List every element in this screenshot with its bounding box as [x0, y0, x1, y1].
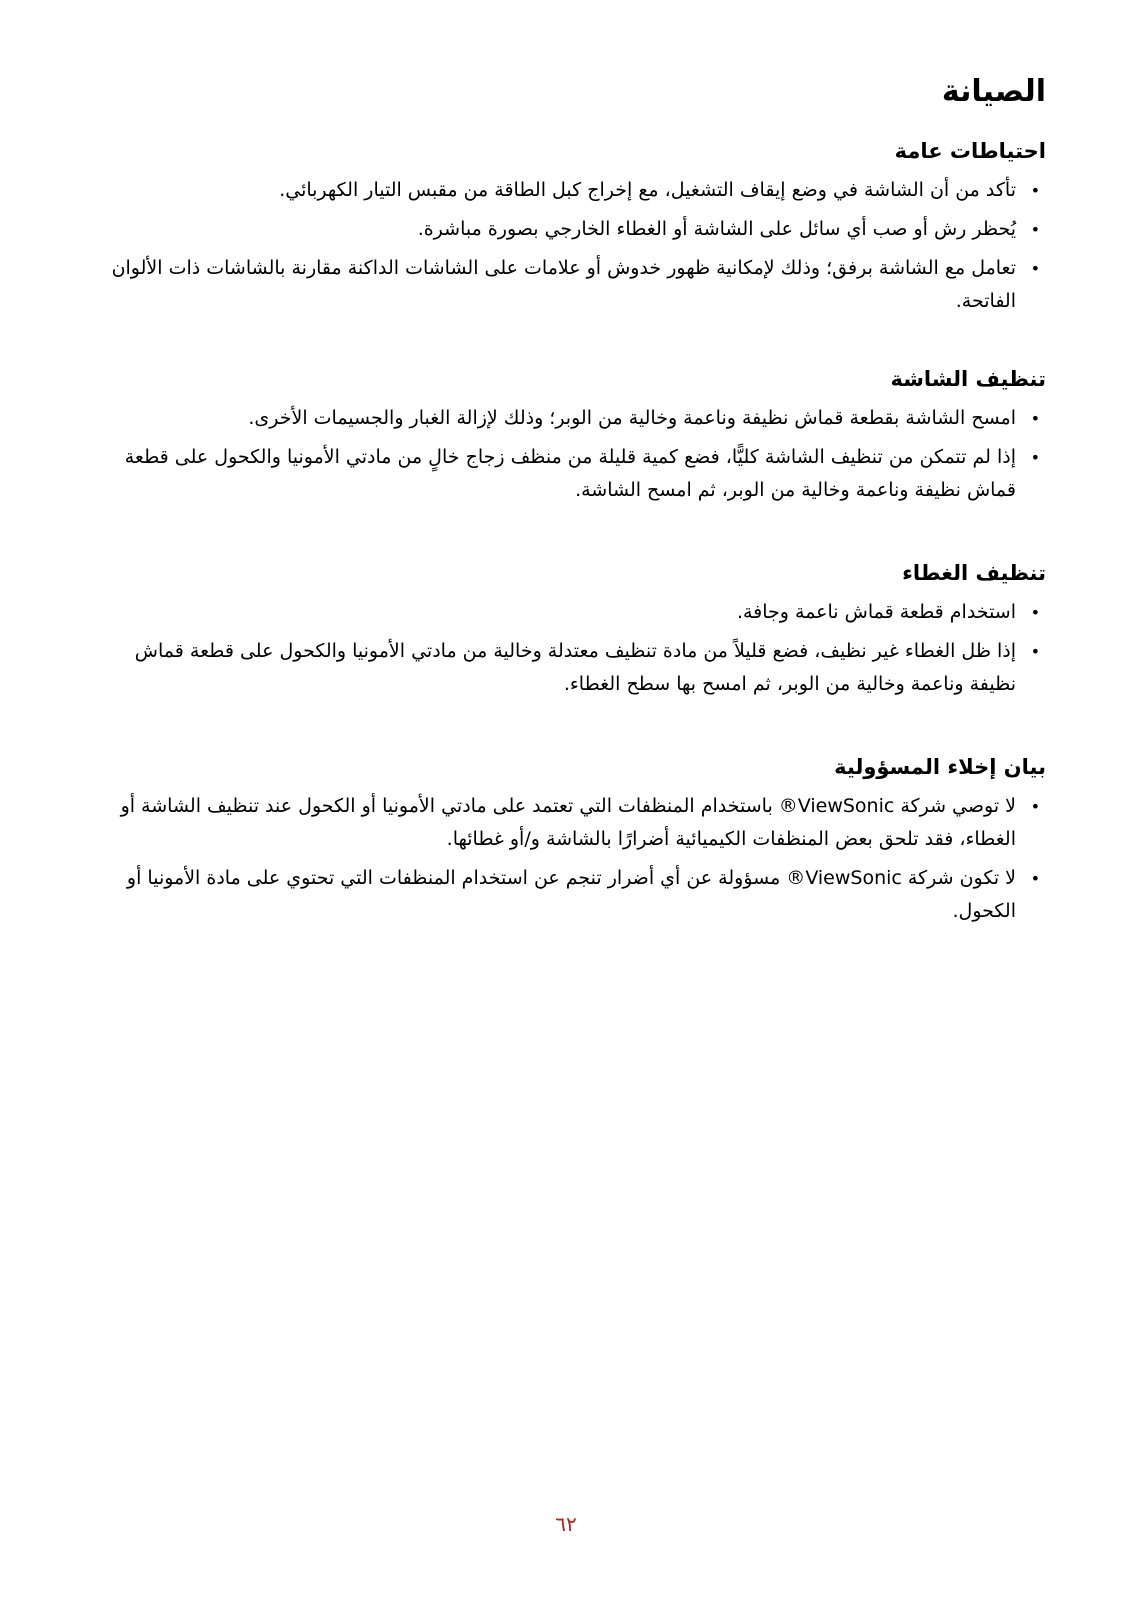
list-item-text: استخدام قطعة قماش ناعمة وجافة. [736, 601, 1016, 623]
bullet-icon: • [1030, 259, 1040, 278]
bullet-icon: • [1030, 797, 1040, 816]
list-item-text: لا تكون شركة ViewSonic® مسؤولة عن أي أضرار تنجم عن استخدام المنظفات التي تحتوي على مادة الأمونيا أو الكحول. [126, 867, 1016, 922]
section-heading: احتياطات عامة [894, 139, 1046, 163]
bullet-icon: • [1030, 181, 1040, 200]
bullet-list [86, 402, 1046, 507]
section-disclaimer [86, 752, 1046, 934]
bullet-icon: • [1030, 642, 1040, 661]
section-heading: تنظيف الغطاء [902, 561, 1046, 585]
list-item-text: امسح الشاشة بقطعة قماش نظيفة وناعمة وخالية من الوبر؛ وذلك لإزالة الغبار والجسيمات الأخرى. [248, 407, 1016, 429]
list-item [86, 790, 1046, 856]
list-item-text: يُحظر رش أو صب أي سائل على الشاشة أو الغطاء الخارجي بصورة مباشرة. [417, 218, 1016, 240]
list-item [86, 213, 1046, 246]
bullet-list [86, 174, 1046, 318]
list-item [86, 402, 1046, 435]
list-item [86, 252, 1046, 318]
list-item [86, 596, 1046, 629]
section-cleaning-case [86, 558, 1046, 707]
bullet-icon: • [1030, 448, 1040, 467]
list-item-text: إذا ظل الغطاء غير نظيف، فضع قليلاً من مادة تنظيف معتدلة وخالية من مادتي الأمونيا والكحول على قطعة قماش نظيفة وناعمة وخالية من الوبر، ثم امسح بها سطح الغطاء. [134, 640, 1016, 695]
bullet-icon: • [1030, 869, 1040, 888]
list-item [86, 441, 1046, 507]
bullet-icon: • [1030, 409, 1040, 428]
list-item-text: تعامل مع الشاشة برفق؛ وذلك لإمكانية ظهور خدوش أو علامات على الشاشات الداكنة مقارنة بالشاشات ذات الألوان الفاتحة. [111, 257, 1016, 312]
section-heading: تنظيف الشاشة [890, 367, 1046, 391]
section-cleaning-screen [86, 364, 1046, 513]
page-number: ٦٢ [555, 1512, 577, 1536]
bullet-icon: • [1030, 220, 1040, 239]
list-item [86, 174, 1046, 207]
list-item-text: لا توصي شركة ViewSonic® باستخدام المنظفات التي تعتمد على مادتي الأمونيا أو الكحول عند تنظيف الشاشة أو الغطاء، فقد تلحق بعض المنظفات الكيميائية أضرارًا بالشاشة و/أو غطائها. [120, 795, 1016, 850]
bullet-list [86, 596, 1046, 701]
bullet-icon: • [1030, 603, 1040, 622]
list-item [86, 862, 1046, 928]
list-item-text: تأكد من أن الشاشة في وضع إيقاف التشغيل، مع إخراج كبل الطاقة من مقبس التيار الكهربائي. [279, 179, 1016, 201]
section-heading: بيان إخلاء المسؤولية [834, 755, 1046, 779]
page-title: الصيانة [941, 74, 1046, 109]
list-item [86, 635, 1046, 701]
list-item-text: إذا لم تتمكن من تنظيف الشاشة كليًّا، فضع كمية قليلة من منظف زجاج خالٍ من مادتي الأمونيا والكحول على قطعة قماش نظيفة وناعمة وخالية من الوبر، ثم امسح الشاشة. [124, 446, 1016, 501]
bullet-list [86, 790, 1046, 928]
section-general-precautions [86, 136, 1046, 324]
